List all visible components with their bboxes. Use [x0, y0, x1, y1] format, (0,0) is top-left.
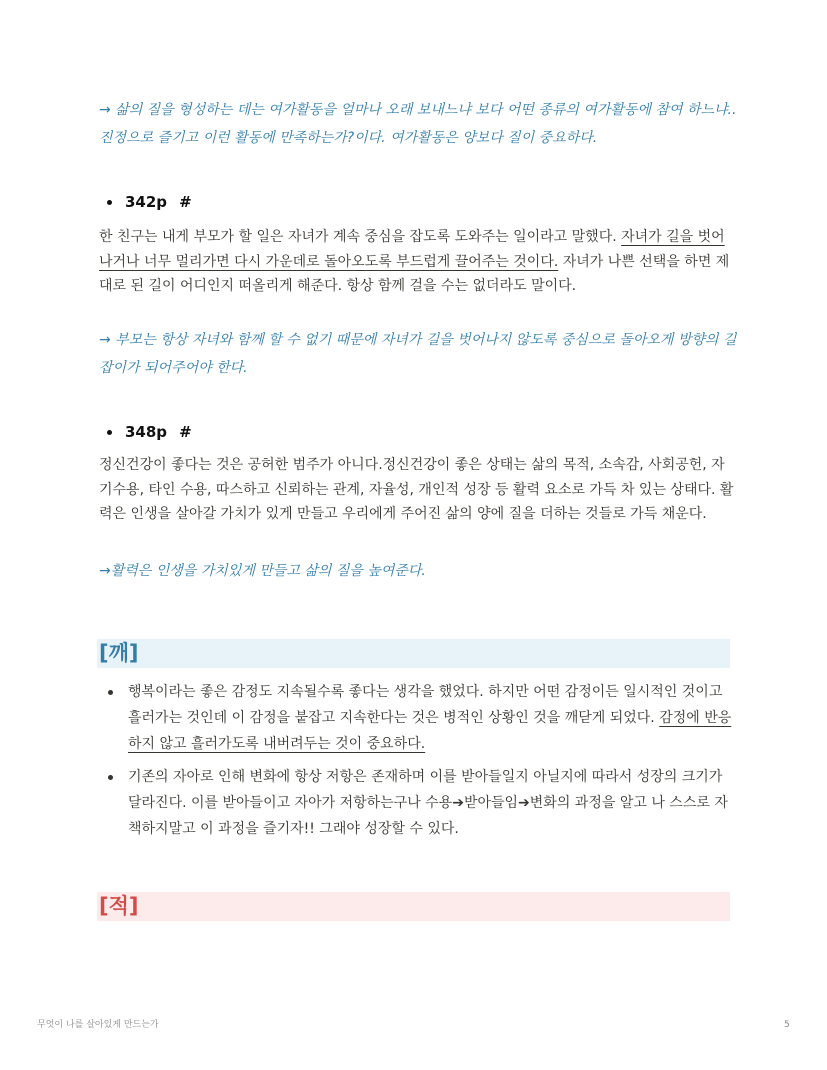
- footer-title: 무엇이 나를 살아있게 만드는가: [37, 1020, 159, 1030]
- text-segment: 기존의 자아로 인해 변화에 항상 저항은 존재하며 이를 받아들일지 아닐지에 따라서 성장의 크기가 달라진다. 이를 받아들이고 자아가 저항하는구나 수용➔받아들임➔변화의 과정을 알고 나 스스로 자책하지말고 이 과정을 즐기자!! 그래야 성장할 수 있다.: [128, 769, 728, 837]
- note-vitality: →활력은 인생을 가치있게 만들고 삶의 질을 높여준다.: [99, 563, 426, 579]
- note-leisure: → 삶의 질을 형성하는 데는 여가활동을 얼마나 오래 보내느냐 보다 어떤 종류의 여가활동에 참여 하느냐.. 진정으로 즐기고 이런 활동에 만족하는가?이다. 여가활동은 양보다 질이 중요하다.: [99, 102, 737, 146]
- hash-link[interactable]: #: [179, 193, 192, 211]
- bullet-dot: [108, 690, 113, 695]
- list-item: [99, 764, 735, 842]
- section-heading-kkae: [깨]: [97, 639, 730, 668]
- kkae-list: [99, 679, 735, 849]
- text-segment: 행복이라는 좋은 감정도 지속될수록 좋다는 생각을 했었다. 하지만 어떤 감정이든 일시적인 것이고 흘러가는 것인데 이 감정을 붙잡고 지속한다는 것은 병적인 상황인 것을 깨닫게 되었다.: [128, 684, 723, 726]
- bullet-dot: [108, 775, 113, 780]
- page-ref: 348p: [125, 423, 168, 441]
- underlined-text: 감정에 반응하지 않고 흘러가도록 내버려두는 것이 중요하다.: [128, 710, 732, 752]
- heading-342p: [107, 191, 192, 213]
- page-ref: 342p: [125, 193, 168, 211]
- section-heading-jeok: [적]: [97, 892, 730, 921]
- heading-348p: [107, 421, 192, 443]
- hash-link[interactable]: #: [179, 423, 192, 441]
- paragraph-342p: [99, 225, 735, 299]
- text-segment: 자녀가 나쁜 선택을 하면 제대로 된 길이 어디인지 떠올리게 해준다. 항상 함께 걸을 수는 없더라도 말이다.: [99, 253, 730, 294]
- list-item: [99, 679, 735, 757]
- bullet-dot: [107, 430, 112, 435]
- bullet-dot: [107, 200, 112, 205]
- page-number: 5: [784, 1020, 790, 1030]
- paragraph-348p: 정신건강이 좋다는 것은 공허한 범주가 아니다.정신건강이 좋은 상태는 삶의 목적, 소속감, 사회공헌, 자기수용, 타인 수용, 따스하고 신뢰하는 관계, 자율성, 개인적 성장 등 활력 요소로 가득 차 있는 상태다. 활력은 인생을 살아갈 가치가 있게 만들고 우리에게 주어진 삶의 양에 질을 더하는 것들로 가득 채운다.: [99, 457, 734, 522]
- note-parent: → 부모는 항상 자녀와 함께 할 수 없기 때문에 자녀가 길을 벗어나지 않도록 중심으로 돌아오게 방향의 길잡이가 되어주어야 한다.: [99, 332, 737, 376]
- underlined-text: 자녀가 길을 벗어나거나 너무 멀리가면 다시 가운데로 돌아오도록 부드럽게 끌어주는 것이다.: [99, 229, 725, 270]
- text-segment: 한 친구는 내게 부모가 할 일은 자녀가 계속 중심을 잡도록 도와주는 일이라고 말했다.: [99, 229, 622, 245]
